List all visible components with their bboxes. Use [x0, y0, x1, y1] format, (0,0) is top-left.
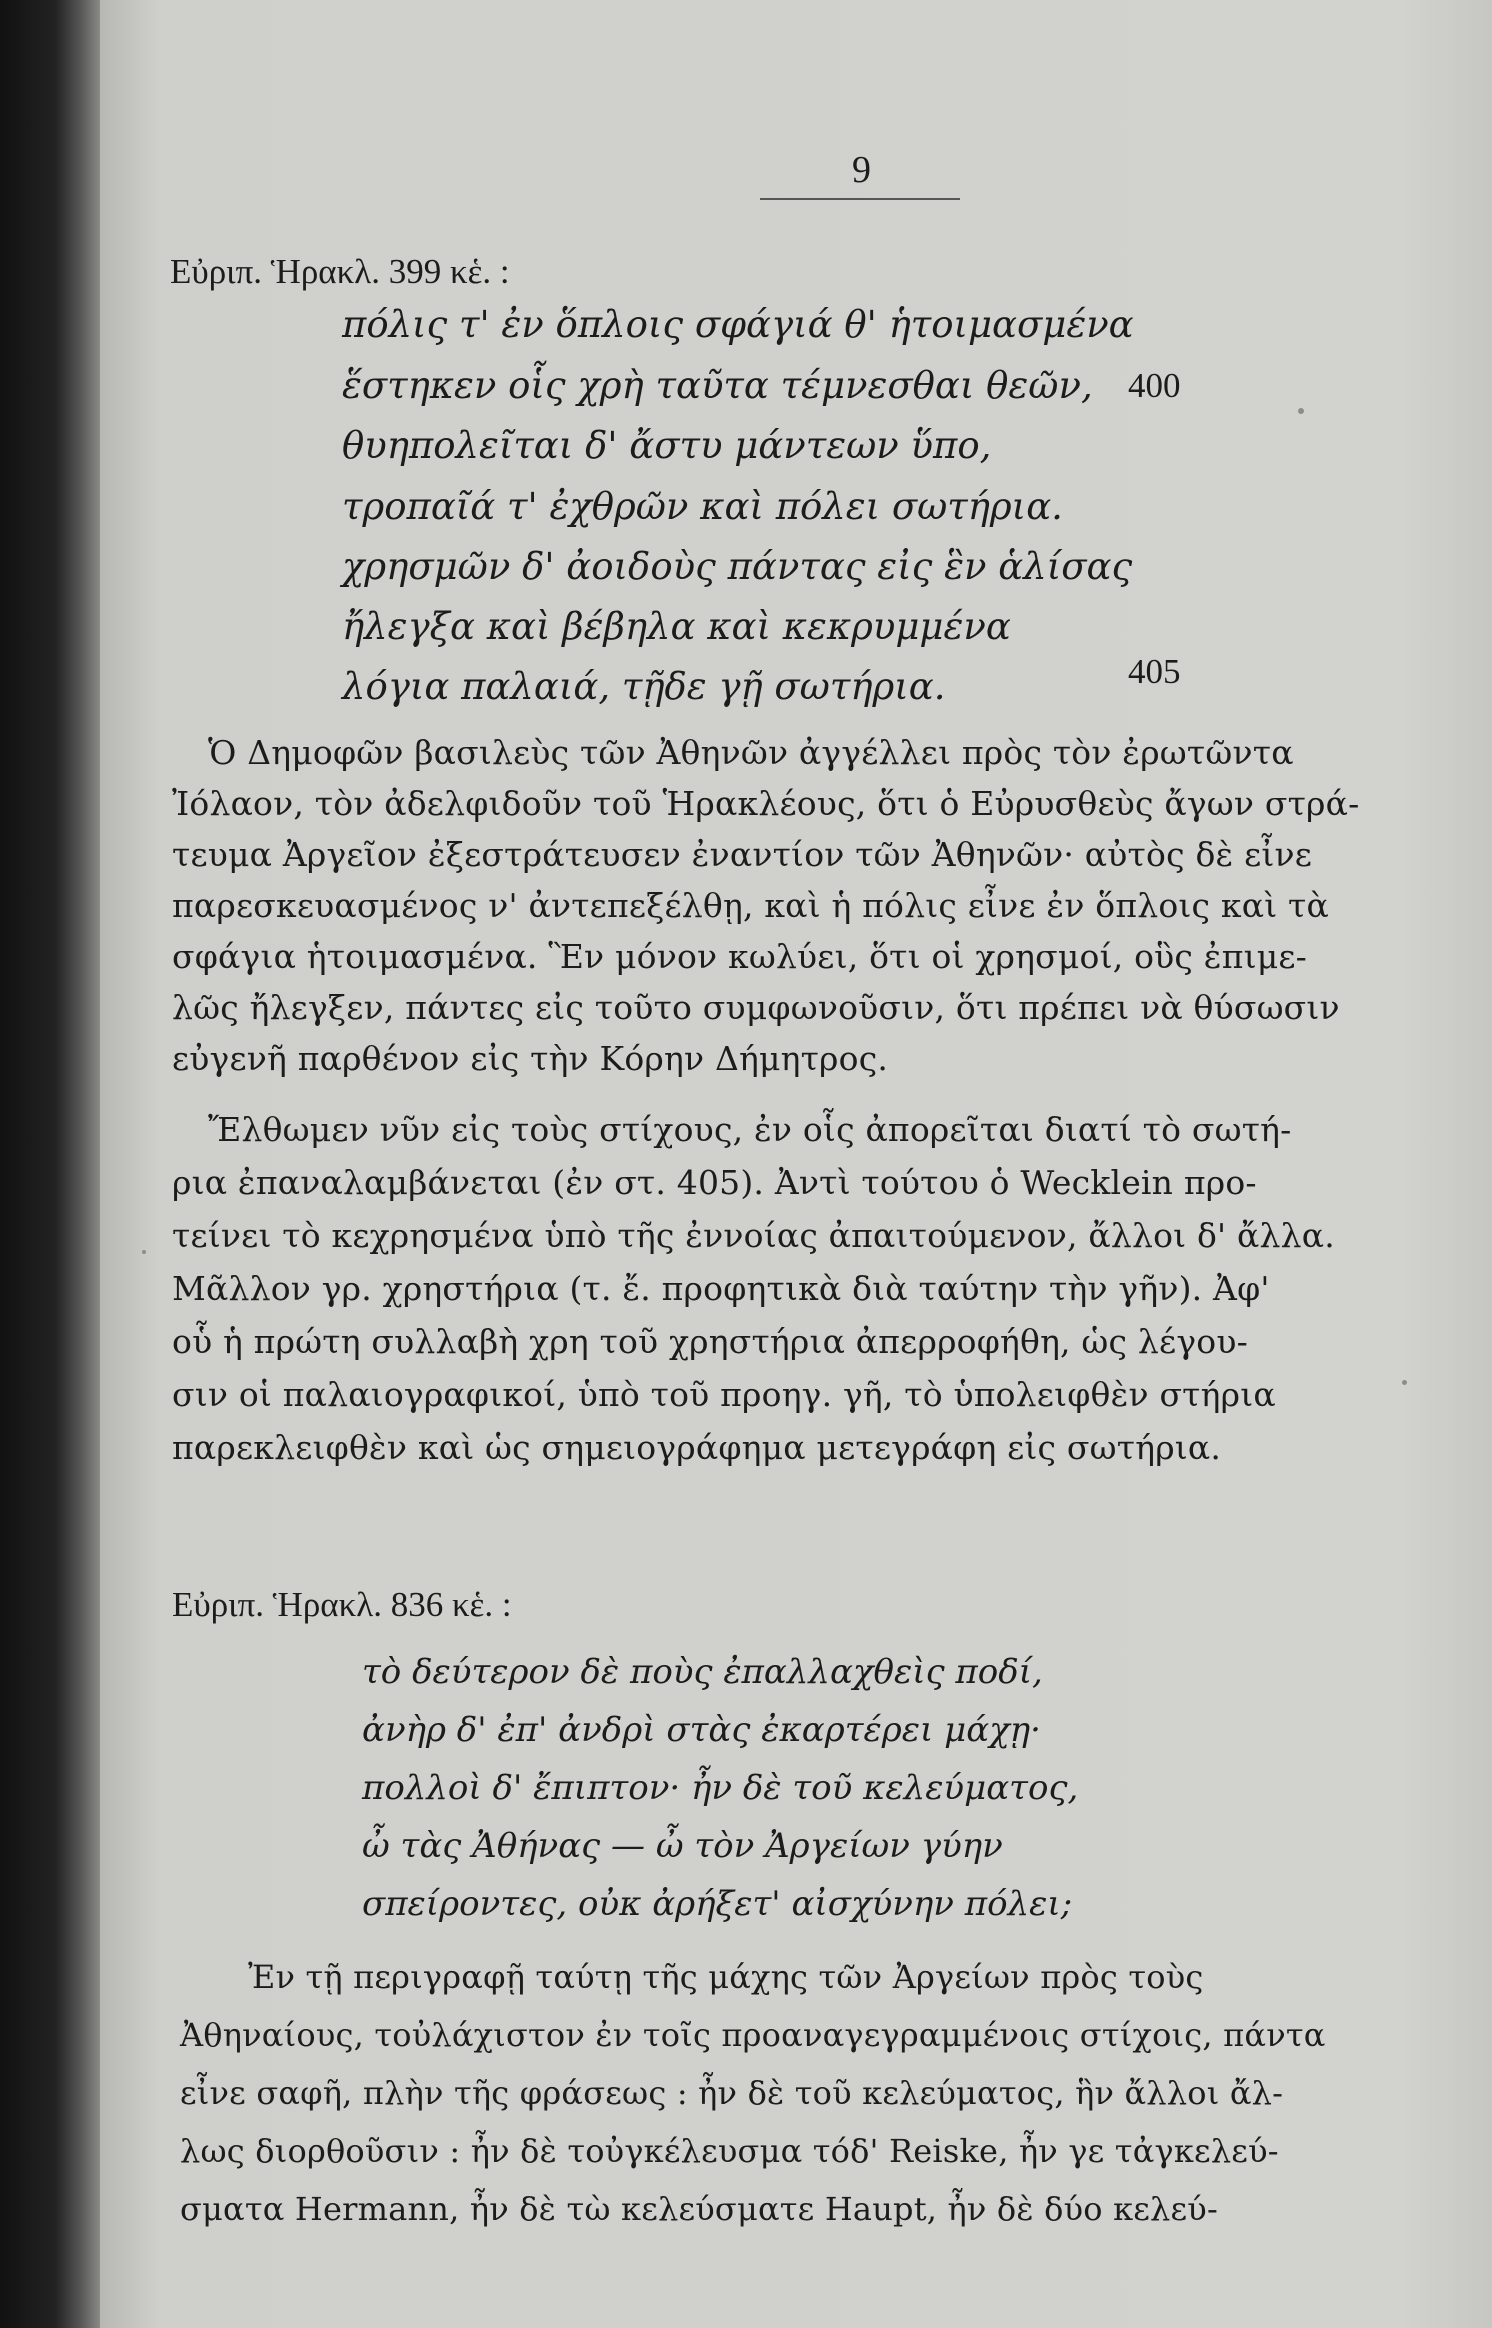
paragraph-line: Ἐν τῇ περιγραφῇ ταύτῃ τῆς μάχης τῶν Ἀργείων πρὸς τοὺς — [248, 1958, 1204, 1996]
paragraph-line: λως διορθοῦσιν : ἦν δὲ τοὐγκέλευσμα τόδ' Reiske, ἦν γε τἀγκελεύ- — [180, 2132, 1279, 2170]
verse-line: ὦ τὰς Ἀθήνας — ὦ τὸν Ἀργείων γύην — [362, 1826, 1003, 1866]
header-rule — [760, 198, 960, 200]
verse-line: χρησμῶν δ' ἀοιδοὺς πάντας εἰς ἓν ἁλίσας — [342, 545, 1133, 588]
paper-speck — [1402, 1380, 1407, 1385]
verse-line: ἀνὴρ δ' ἐπ' ἀνδρὶ στὰς ἐκαρτέρει μάχῃ· — [362, 1710, 1041, 1750]
section2-reference: Εὐριπ. Ἡρακλ. 836 κἑ. : — [172, 1585, 512, 1624]
verse-line: πόλις τ' ἐν ὅπλοις σφάγιά θ' ἡτοιμασμένα — [342, 303, 1134, 346]
paragraph-line: Ἀθηναίους, τοὐλάχιστον ἐν τοῖς προαναγεγραμμένοις στίχοις, πάντα — [180, 2016, 1326, 2054]
paragraph-line: Ἔλθωμεν νῦν εἰς τοὺς στίχους, ἐν οἷς ἀπορεῖται διατί τὸ σωτή- — [208, 1110, 1292, 1149]
paragraph-line: εἶνε σαφῆ, πλὴν τῆς φράσεως : ἦν δὲ τοῦ κελεύματος, ἣν ἄλλοι ἄλ- — [180, 2074, 1284, 2112]
verse-line: ἕστηκεν οἷς χρὴ ταῦτα τέμνεσθαι θεῶν, — [342, 364, 1093, 407]
verse-line: τὸ δεύτερον δὲ ποὺς ἐπαλλαχθεὶς ποδί, — [362, 1652, 1043, 1692]
line-number-405: 405 — [1128, 652, 1181, 691]
verse-line: τροπαῖά τ' ἐχθρῶν καὶ πόλει σωτήρια. — [342, 485, 1063, 528]
verse-line: σπείροντες, οὐκ ἀρήξετ' αἰσχύνην πόλει; — [362, 1884, 1073, 1924]
paragraph-line: εὐγενῆ παρθένον εἰς τὴν Κόρην Δήμητρος. — [172, 1039, 889, 1078]
paragraph-line: σιν οἱ παλαιογραφικοί, ὑπὸ τοῦ προηγ. γῆ, τὸ ὑπολειφθὲν στήρια — [172, 1375, 1276, 1414]
paragraph-line: τευμα Ἀργεῖον ἐξεστράτευσεν ἐναντίον τῶν Ἀθηνῶν· αὐτὸς δὲ εἶνε — [172, 835, 1313, 874]
paper-speck — [142, 1250, 146, 1254]
section1-reference: Εὐριπ. Ἡρακλ. 399 κἑ. : — [170, 252, 510, 291]
paragraph-line: σφάγια ἡτοιμασμένα. Ἓν μόνον κωλύει, ὅτι οἱ χρησμοί, οὓς ἐπιμε- — [172, 937, 1308, 976]
paragraph-line: ρια ἐπαναλαμβάνεται (ἐν στ. 405). Ἀντὶ τούτου ὁ Wecklein προ- — [172, 1163, 1257, 1202]
page-number: 9 — [852, 149, 871, 191]
paragraph-line: τείνει τὸ κεχρησμένα ὑπὸ τῆς ἐννοίας ἀπαιτούμενον, ἄλλοι δ' ἄλλα. — [172, 1216, 1335, 1255]
paragraph-line: Ὁ Δημοφῶν βασιλεὺς τῶν Ἀθηνῶν ἀγγέλλει πρὸς τὸν ἐρωτῶντα — [208, 733, 1294, 772]
verse-line: λόγια παλαιά, τῇδε γῇ σωτήρια. — [342, 665, 946, 708]
paragraph-line: παρεσκευασμένος ν' ἀντεπεξέλθῃ, καὶ ἡ πόλις εἶνε ἐν ὅπλοις καὶ τὰ — [172, 886, 1329, 925]
verse-line: θυηπολεῖται δ' ἄστυ μάντεων ὕπο, — [342, 424, 992, 467]
paragraph-line: Ἰόλαον, τὸν ἀδελφιδοῦν τοῦ Ἡρακλέους, ὅτι ὁ Εὐρυσθεὺς ἄγων στρά- — [172, 784, 1360, 823]
paragraph-line: λῶς ἤλεγξεν, πάντες εἰς τοῦτο συμφωνοῦσιν, ὅτι πρέπει νὰ θύσωσιν — [172, 988, 1340, 1027]
paragraph-line: σματα Hermann, ἦν δὲ τὼ κελεύσματε Haupt, ἦν δὲ δύο κελεύ- — [180, 2190, 1218, 2228]
paragraph-line: Μᾶλλον γρ. χρηστήρια (τ. ἔ. προφητικὰ διὰ ταύτην τὴν γῆν). Ἀφ' — [172, 1269, 1270, 1308]
paragraph-line: οὗ ἡ πρώτη συλλαβὴ χρη τοῦ χρηστήρια ἀπερροφήθη, ὡς λέγου- — [172, 1322, 1248, 1361]
verse-line: πολλοὶ δ' ἔπιπτον· ἦν δὲ τοῦ κελεύματος, — [362, 1768, 1079, 1808]
verse-line: ἤλεγξα καὶ βέβηλα καὶ κεκρυμμένα — [342, 605, 1011, 648]
paragraph-line: παρεκλειφθὲν καὶ ὡς σημειογράφημα μετεγράφη εἰς σωτήρια. — [172, 1428, 1222, 1467]
line-number-400: 400 — [1128, 366, 1181, 405]
book-spine-shadow — [0, 0, 100, 2328]
paper-speck — [1298, 408, 1304, 414]
book-page — [100, 0, 1492, 2328]
